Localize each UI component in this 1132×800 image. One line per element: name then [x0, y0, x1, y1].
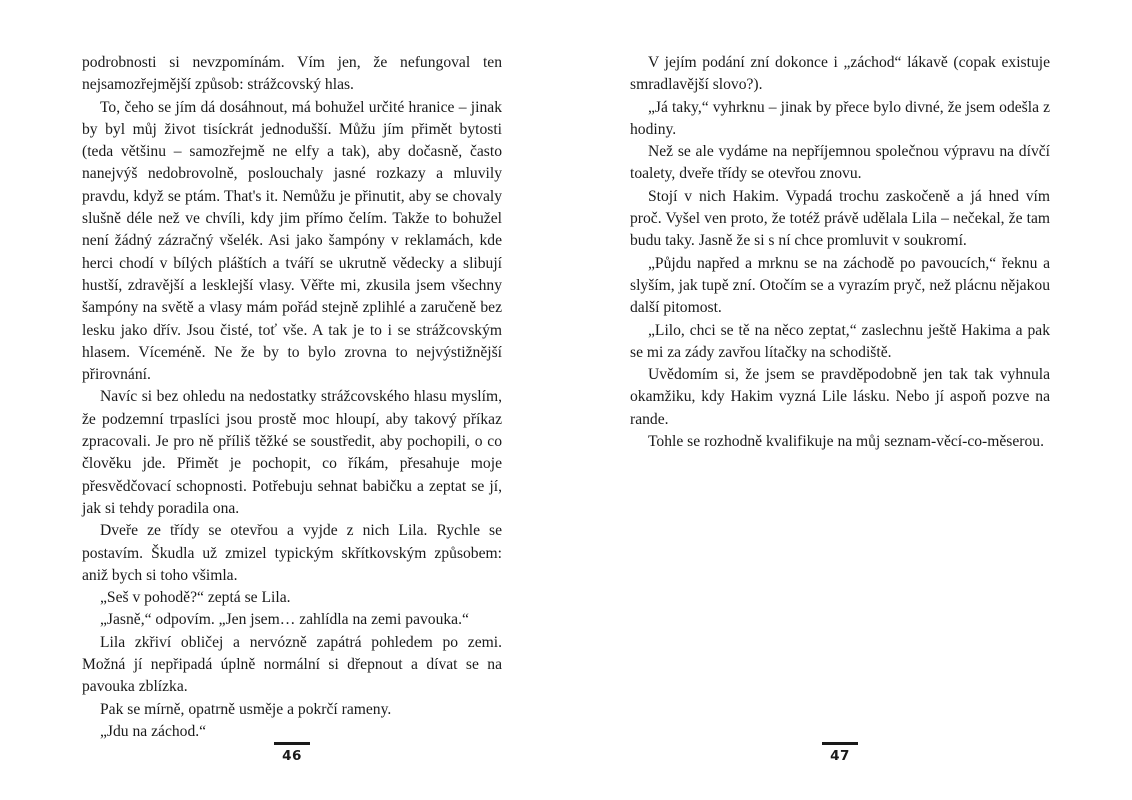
- right-page-text: [630, 52, 1050, 453]
- paragraph: Než se ale vydáme na nepříjemnou společnou výpravu na dívčí toalety, dveře třídy se otevřou znovu.: [630, 143, 1050, 183]
- paragraph: podrobnosti si nevzpomínám. Vím jen, že nefungoval ten nejsamozřejmější způsob: strážcovský hlas.: [82, 54, 502, 94]
- paragraph: Tohle se rozhodně kvalifikuje na můj seznam-věcí-co-měserou.: [648, 433, 1044, 451]
- paragraph: Lila zkřiví obličej a nervózně zapátrá pohledem po zemi. Možná jí nepřipadá úplně normální si dřepnout a dívat se na pavouka zblízka.: [82, 633, 502, 696]
- paragraph: „Já taky,“ vyhrknu – jinak by přece bylo divné, že jsem odešla z hodiny.: [630, 98, 1050, 138]
- paragraph: Uvědomím si, že jsem se pravděpodobně jen tak tak vyhnula okamžiku, kdy Hakim vyzná Lile lásku. Nebo jí aspoň pozve na rande.: [630, 366, 1050, 428]
- left-page: [82, 52, 502, 792]
- paragraph: „Jasně,“ odpovím. „Jen jsem… zahlídla na zemi pavouka.“: [100, 611, 469, 629]
- page-number-left: [82, 742, 502, 765]
- page-number: 46: [274, 742, 310, 764]
- page-number: 47: [822, 742, 858, 764]
- page-number-right: [630, 742, 1050, 765]
- paragraph: „Seš v pohodě?“ zeptá se Lila.: [100, 589, 291, 607]
- right-page: [630, 52, 1050, 792]
- paragraph: Navíc si bez ohledu na nedostatky strážcovského hlasu myslím, že podzemní trpaslíci jsou prostě moc hloupí, aby takový příkaz zpracovali. Je pro ně příliš těžké se soustředit, aby pochopili, o co člověku jde. Přimět je pochopit, co říkám, přesahuje moje přesvědčovací schopnosti. Potřebuju sehnat babičku a zeptat se jí, jak si tehdy poradila ona.: [82, 388, 502, 517]
- paragraph: „Půjdu napřed a mrknu se na záchodě po pavoucích,“ řeknu a slyším, jak tupě zní. Otočím se a vyrazím pryč, než plácnu nějakou další pitomost.: [630, 254, 1050, 317]
- paragraph: „Jdu na záchod.“: [100, 722, 207, 740]
- paragraph: Stojí v nich Hakim. Vypadá trochu zaskočeně a já hned vím proč. Vyšel ven proto, že totéž právě udělala Lila – nečekal, že tam budu taky. Jasně že si s ní chce promluvit v soukromí.: [630, 187, 1050, 250]
- paragraph: V jejím podání zní dokonce i „záchod“ lákavě (copak existuje smradlavější slovo?).: [630, 54, 1050, 94]
- paragraph: To, čeho se jím dá dosáhnout, má bohužel určité hranice – jinak by byl můj život tisíckrát jednodušší. Můžu jím přimět bytosti (teda většinu – samozřejmě ne elfy a tak), aby dočasně, často nanejvýš nedobrovolně, poslouchaly jasné rozkazy a mluvily pravdu, když se ptám. That's it. Nemůžu je přinutit, aby se chovaly slušně déle než ve chvíli, kdy jim přímo čelím. Takže to bohužel není žádný zázračný všelék. Asi jako šampóny v reklamách, kde herci chodí v bílých pláštích a tváří se ukrutně vědecky a slibují hustší, zdravější a lesklejší vlasy. Věřte mi, zkusila jsem všechny šampóny na světě a vlasy mám pořád stejně zplihlé a zaručeně bez lesku jako dřív. Jsou čisté, toť vše. A tak je to i se strážcovským hlasem. Víceméně. Ne že by to bylo zrovna to nejvýstižnější přirovnání.: [82, 98, 502, 384]
- paragraph: Dveře ze třídy se otevřou a vyjde z nich Lila. Rychle se postavím. Škudla už zmizel typickým skřítkovským způsobem: aniž bych si toho všimla.: [82, 522, 502, 584]
- paragraph: Pak se mírně, opatrně usměje a pokrčí rameny.: [100, 700, 392, 718]
- paragraph: „Lilo, chci se tě na něco zeptat,“ zaslechnu ještě Hakima a pak se mi za zády zavřou lítačky na schodiště.: [630, 321, 1050, 361]
- left-page-text: [82, 52, 502, 743]
